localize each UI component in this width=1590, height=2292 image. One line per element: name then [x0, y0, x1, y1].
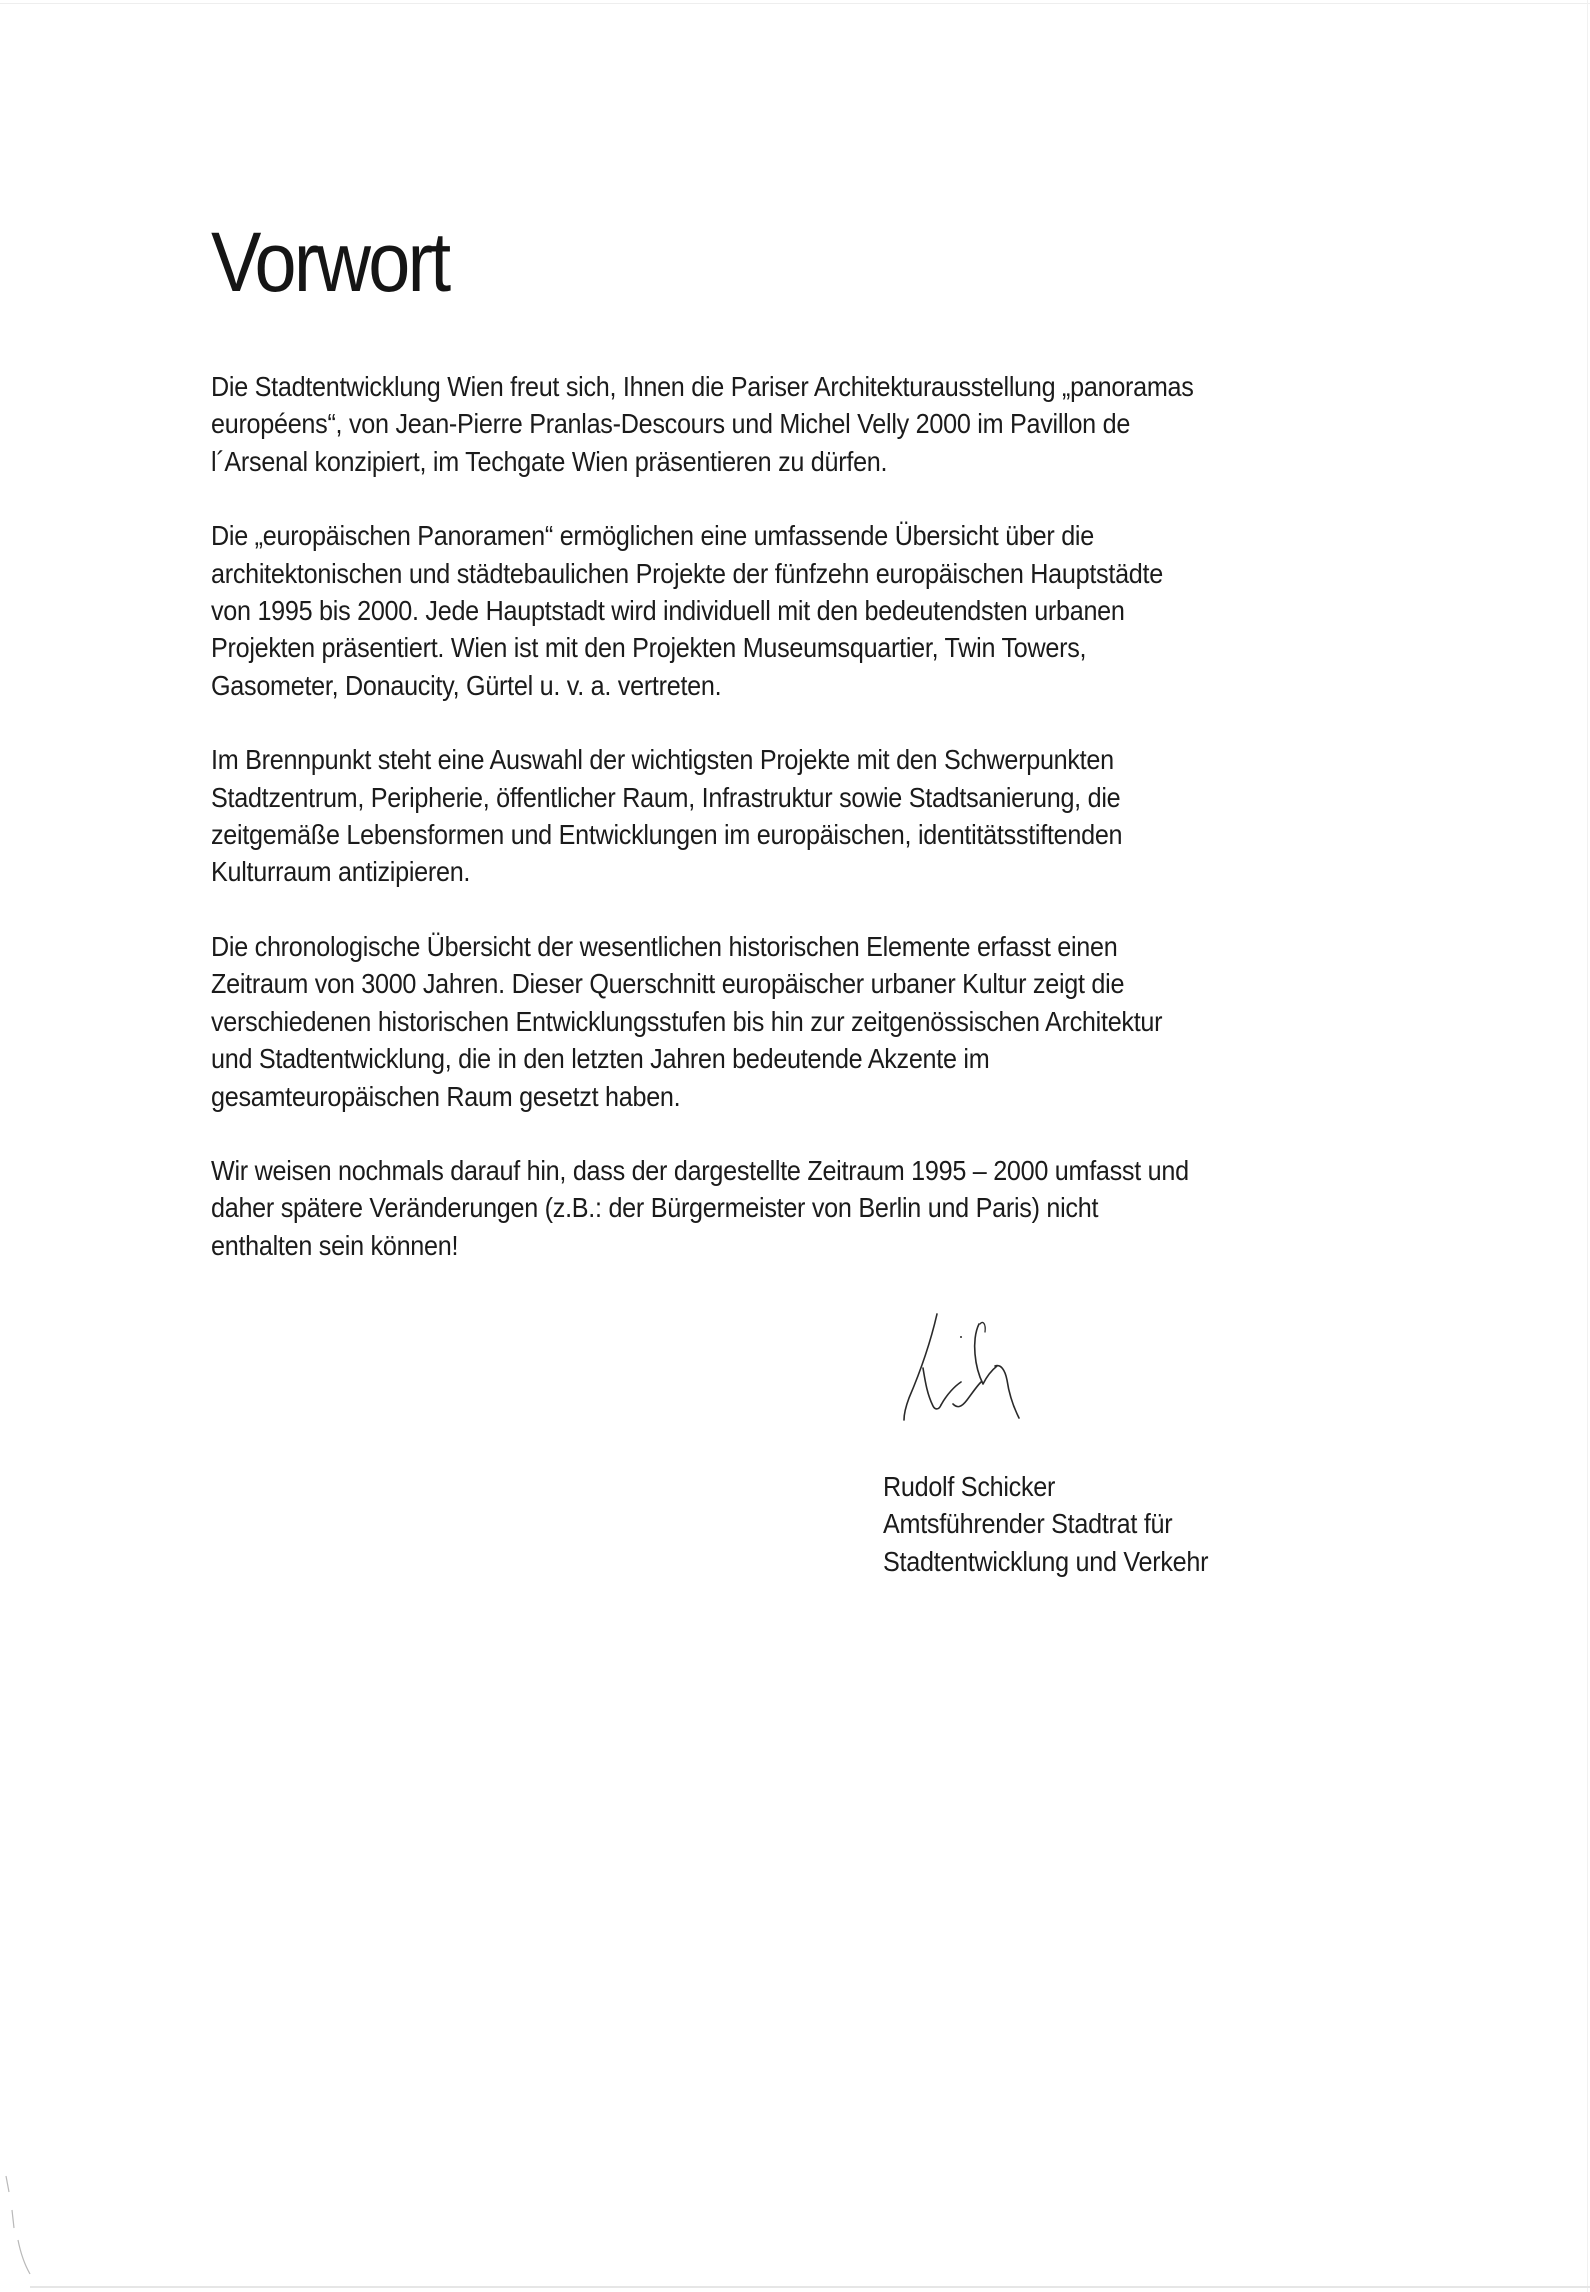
scan-edge-bottom	[30, 2286, 1590, 2288]
text-line: Wir weisen nochmals darauf hin, dass der dargestellte Zeitraum 1995 – 2000 umfasst und	[211, 1154, 1189, 1186]
text-line: daher spätere Veränderungen (z.B.: der Bürgermeister von Berlin und Paris) nicht	[211, 1192, 1099, 1224]
text-line: Die chronologische Übersicht der wesentlichen historischen Elemente erfasst einen	[211, 930, 1118, 962]
text-line: enthalten sein können!	[211, 1229, 459, 1261]
signatory-role: Stadtentwicklung und Verkehr	[883, 1545, 1209, 1577]
paragraph	[211, 368, 1327, 480]
scan-edge-mark	[0, 2170, 40, 2280]
page-title: Vorwort	[211, 215, 449, 309]
text-line: gesamteuropäischen Raum gesetzt haben.	[211, 1080, 681, 1112]
scan-edge-top	[0, 3, 1590, 4]
text-line: Die „europäischen Panoramen“ ermöglichen eine umfassende Übersicht über die	[211, 520, 1094, 552]
text-line: verschiedenen historischen Entwicklungsstufen bis hin zur zeitgenössischen Architektur	[211, 1005, 1163, 1037]
text-line: zeitgemäße Lebensformen und Entwicklungen im europäischen, identitätsstiftenden	[211, 819, 1123, 851]
signatory-role: Amtsführender Stadtrat für	[883, 1508, 1173, 1540]
body-text	[211, 368, 1331, 1301]
text-line: und Stadtentwicklung, die in den letzten Jahren bedeutende Akzente im	[211, 1043, 990, 1075]
paragraph	[211, 928, 1327, 1115]
text-line: Stadtzentrum, Peripherie, öffentlicher Raum, Infrastruktur sowie Stadtsanierung, die	[211, 781, 1121, 813]
text-line: Die Stadtentwicklung Wien freut sich, Ihnen die Pariser Architekturausstellung „panoramas	[211, 371, 1194, 402]
signatory-name: Rudolf Schicker	[883, 1471, 1056, 1502]
scan-edge-right	[1587, 0, 1588, 2292]
paragraph	[211, 517, 1327, 704]
text-line: Projekten präsentiert. Wien ist mit den Projekten Museumsquartier, Twin Towers,	[211, 632, 1087, 664]
text-line: Im Brennpunkt steht eine Auswahl der wichtigsten Projekte mit den Schwerpunkten	[211, 744, 1114, 776]
text-line: Gasometer, Donaucity, Gürtel u. v. a. vertreten.	[211, 669, 722, 701]
paragraph	[211, 741, 1327, 891]
text-line: européens“, von Jean-Pierre Pranlas-Descours und Michel Velly 2000 im Pavillon de	[211, 408, 1131, 440]
text-line: Zeitraum von 3000 Jahren. Dieser Querschnitt europäischer urbaner Kultur zeigt die	[211, 968, 1125, 1000]
paragraph	[211, 1152, 1327, 1264]
text-line: l´Arsenal konzipiert, im Techgate Wien präsentieren zu dürfen.	[211, 445, 888, 477]
text-line: architektonischen und städtebaulichen Projekte der fünfzehn europäischen Hauptstädte	[211, 557, 1163, 589]
text-line: Kulturraum antizipieren.	[211, 856, 471, 888]
handwritten-signature	[895, 1310, 1115, 1460]
text-line: von 1995 bis 2000. Jede Hauptstadt wird individuell mit den bedeutendsten urbanen	[211, 595, 1125, 627]
signatory-block	[883, 1468, 1208, 1580]
